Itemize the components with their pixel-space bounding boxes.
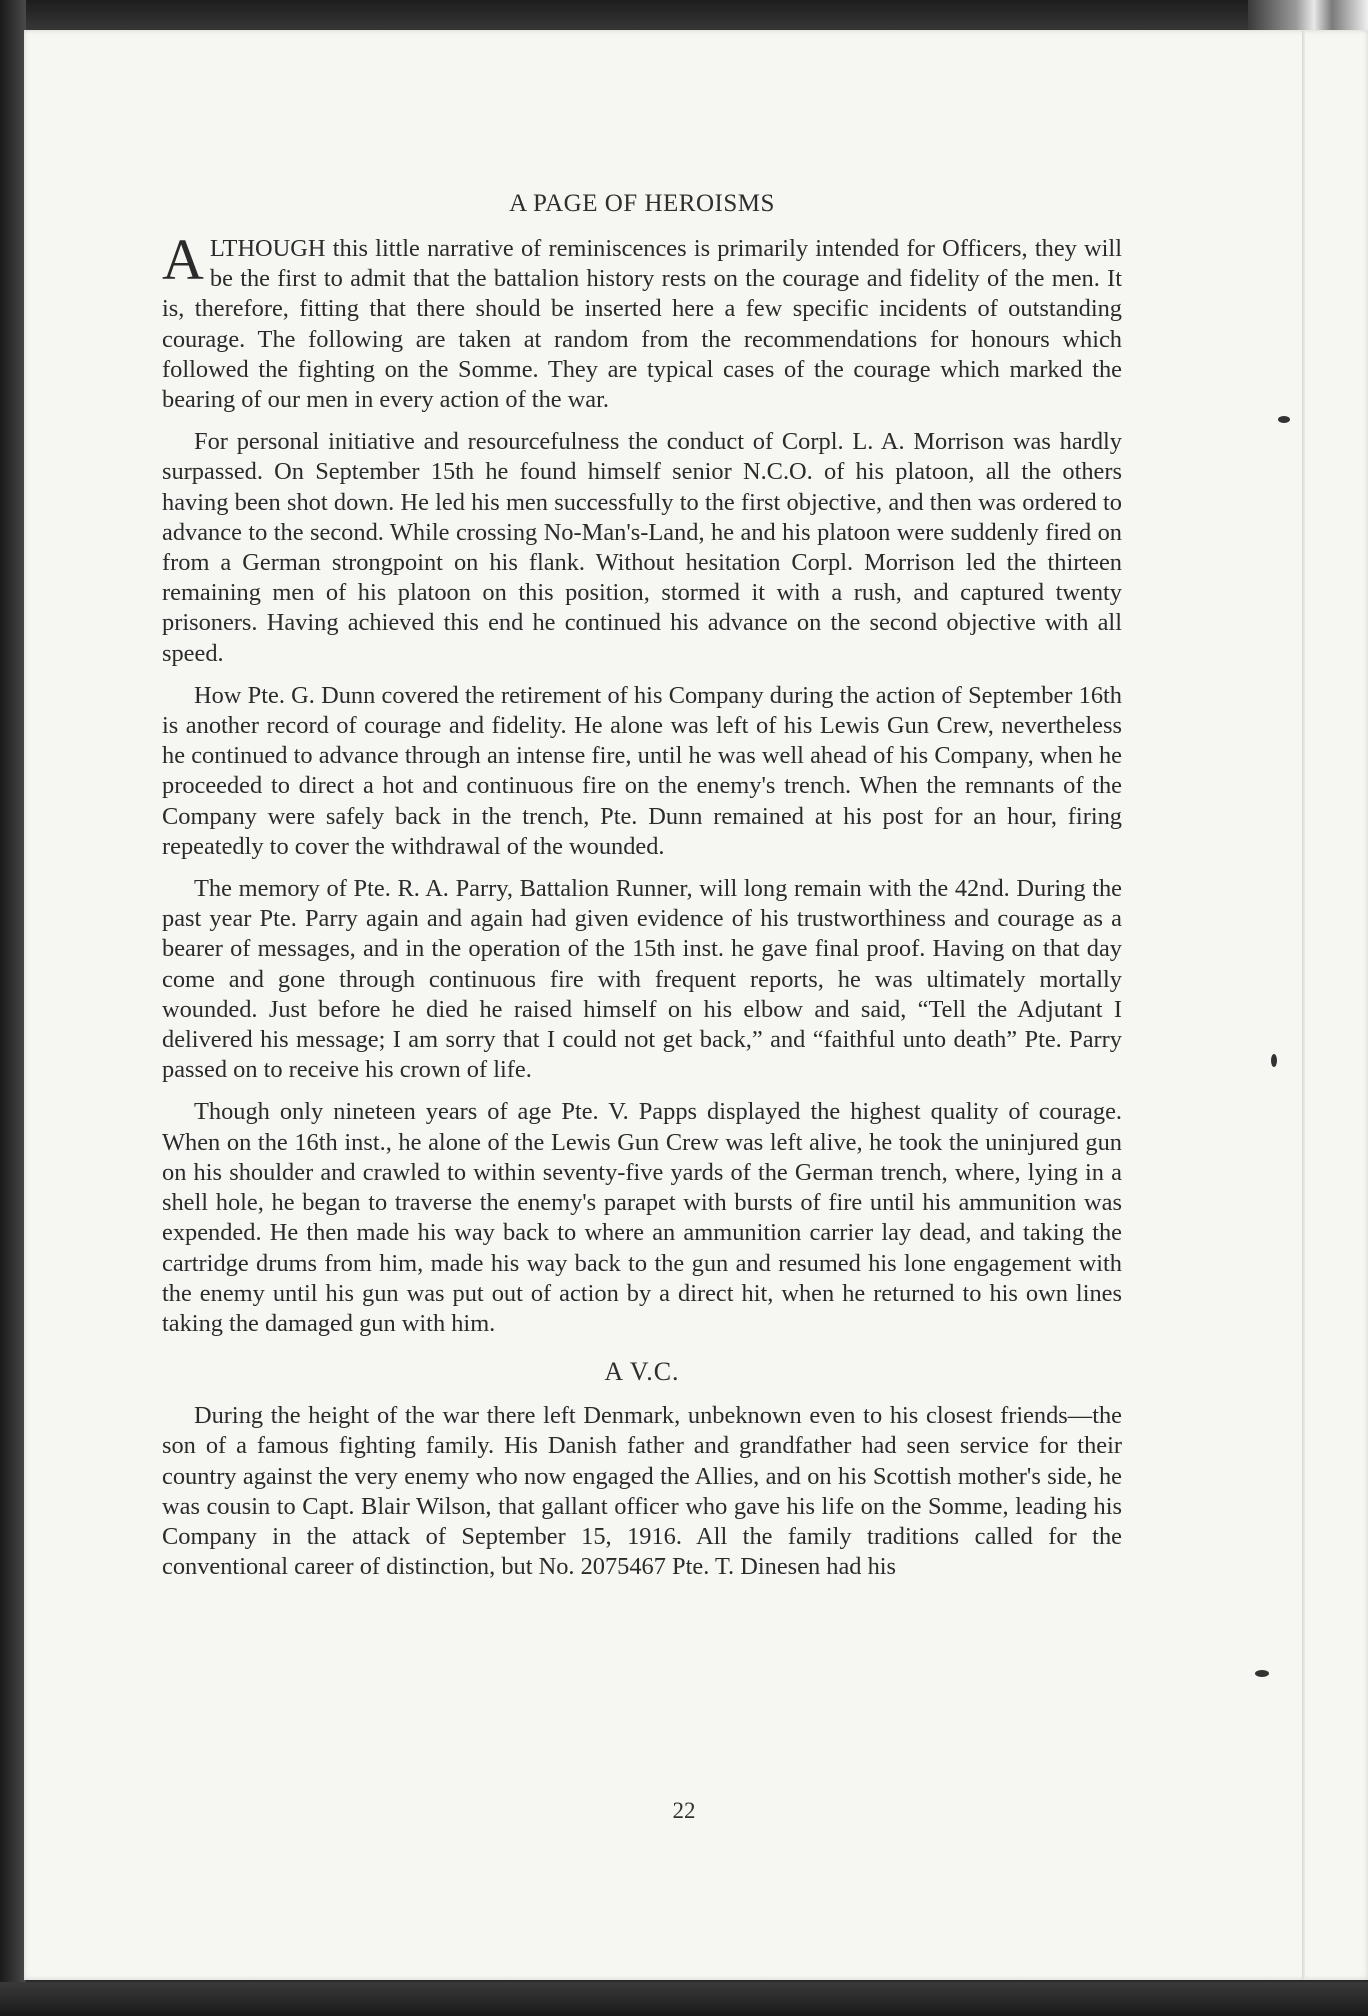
ink-speck — [1271, 1054, 1277, 1067]
page-number: 22 — [672, 1798, 696, 1823]
page-fold-line — [1302, 30, 1305, 1980]
drop-cap: A — [162, 227, 204, 292]
ink-speck — [1278, 416, 1290, 423]
scan-border-left — [0, 0, 26, 2016]
page-title: A PAGE OF HEROISMS — [509, 190, 775, 217]
ink-speck — [1255, 1670, 1269, 1677]
intro-paragraph-text: LTHOUGH this little narrative of reminiscences is primarily intended for Officers, they will be the first to admit that the battalion history rests on the courage and fidelity of the men. It is, therefore, fitting that there should be inserted here a few specific incidents of outstanding courage. The following are taken at random from the recommendations for honours which followed the fighting on the Somme. They are typical cases of the courage which marked the bearing of our men in every action of the war. — [162, 235, 1122, 414]
paragraph-dinesen: During the height of the war there left Denmark, unbeknown even to his closest friends—the son of a famous fighting family. His Danish father and grandfather had seen service for their country against the very enemy who now engaged the Allies, and on his Scottish mother's side, he was cousin to Capt. Blair Wilson, that gallant officer who gave his life on the Somme, leading his Company in the attack of September 15, 1916. All the family traditions called for the conventional career of distinction, but No. 2075467 Pte. T. Dinesen had his — [162, 1402, 1122, 1581]
paragraph-papps: Though only nineteen years of age Pte. V. Papps displayed the highest quality of courage. When on the 16th inst., he alone of the Lewis Gun Crew was left alive, he took the uninjured gun on his shoulder and crawled to within seventy-five yards of the German trench, where, lying in a shell hole, he began to traverse the enemy's parapet with bursts of fire until his ammunition was expended. He then made his way back to where an ammunition carrier lay dead, and taking the cartridge drums from him, made his way back to the gun and resumed his lone engagement with the enemy until his gun was put out of action by a direct hit, when he returned to his own lines taking the damaged gun with him. — [162, 1098, 1122, 1337]
paragraph-parry: The memory of Pte. R. A. Parry, Battalion Runner, will long remain with the 42nd. During the past year Pte. Parry again and again had given evidence of his trustworthiness and courage as a bearer of messages, and in the operation of the 15th inst. he gave final proof. Having on that day come and gone through continuous fire with frequent reports, he was ultimately mortally wounded. Just before he died he raised himself on his elbow and said, “Tell the Adjutant I delivered his message; I am sorry that I could not get back,” and “faithful unto death” Pte. Parry passed on to receive his crown of life. — [162, 875, 1122, 1084]
scan-border-top — [0, 0, 1368, 34]
page-content — [162, 180, 1122, 1594]
paragraph-dunn: How Pte. G. Dunn covered the retirement of his Company during the action of September 16th is another record of courage and fidelity. He alone was left of his Lewis Gun Crew, nevertheless he continued to advance through an intense fire, until he was well ahead of his Company, when he proceeded to direct a hot and continuous fire on the enemy's trench. When the remnants of the Company were safely back in the trench, Pte. Dunn remained at his post for an hour, firing repeatedly to cover the withdrawal of the wounded. — [162, 681, 1122, 860]
scan-border-bottom — [0, 1982, 1368, 2016]
section-subheading: A V.C. — [604, 1357, 680, 1387]
paragraph-morrison: For personal initiative and resourcefulness the conduct of Corpl. L. A. Morrison was hardly surpassed. On September 15th he found himself senior N.C.O. of his platoon, all the others having been shot down. He led his men successfully to the first objective, and then was ordered to advance to the second. While crossing No-Man's-Land, he and his platoon were suddenly fired on from a German strongpoint on his flank. Without hesitation Corpl. Morrison led the thirteen remaining men of his platoon on this position, stormed it with a rush, and captured twenty prisoners. Having achieved this end he continued his advance on the second objective with all speed. — [162, 428, 1122, 667]
intro-paragraph — [162, 227, 1122, 415]
